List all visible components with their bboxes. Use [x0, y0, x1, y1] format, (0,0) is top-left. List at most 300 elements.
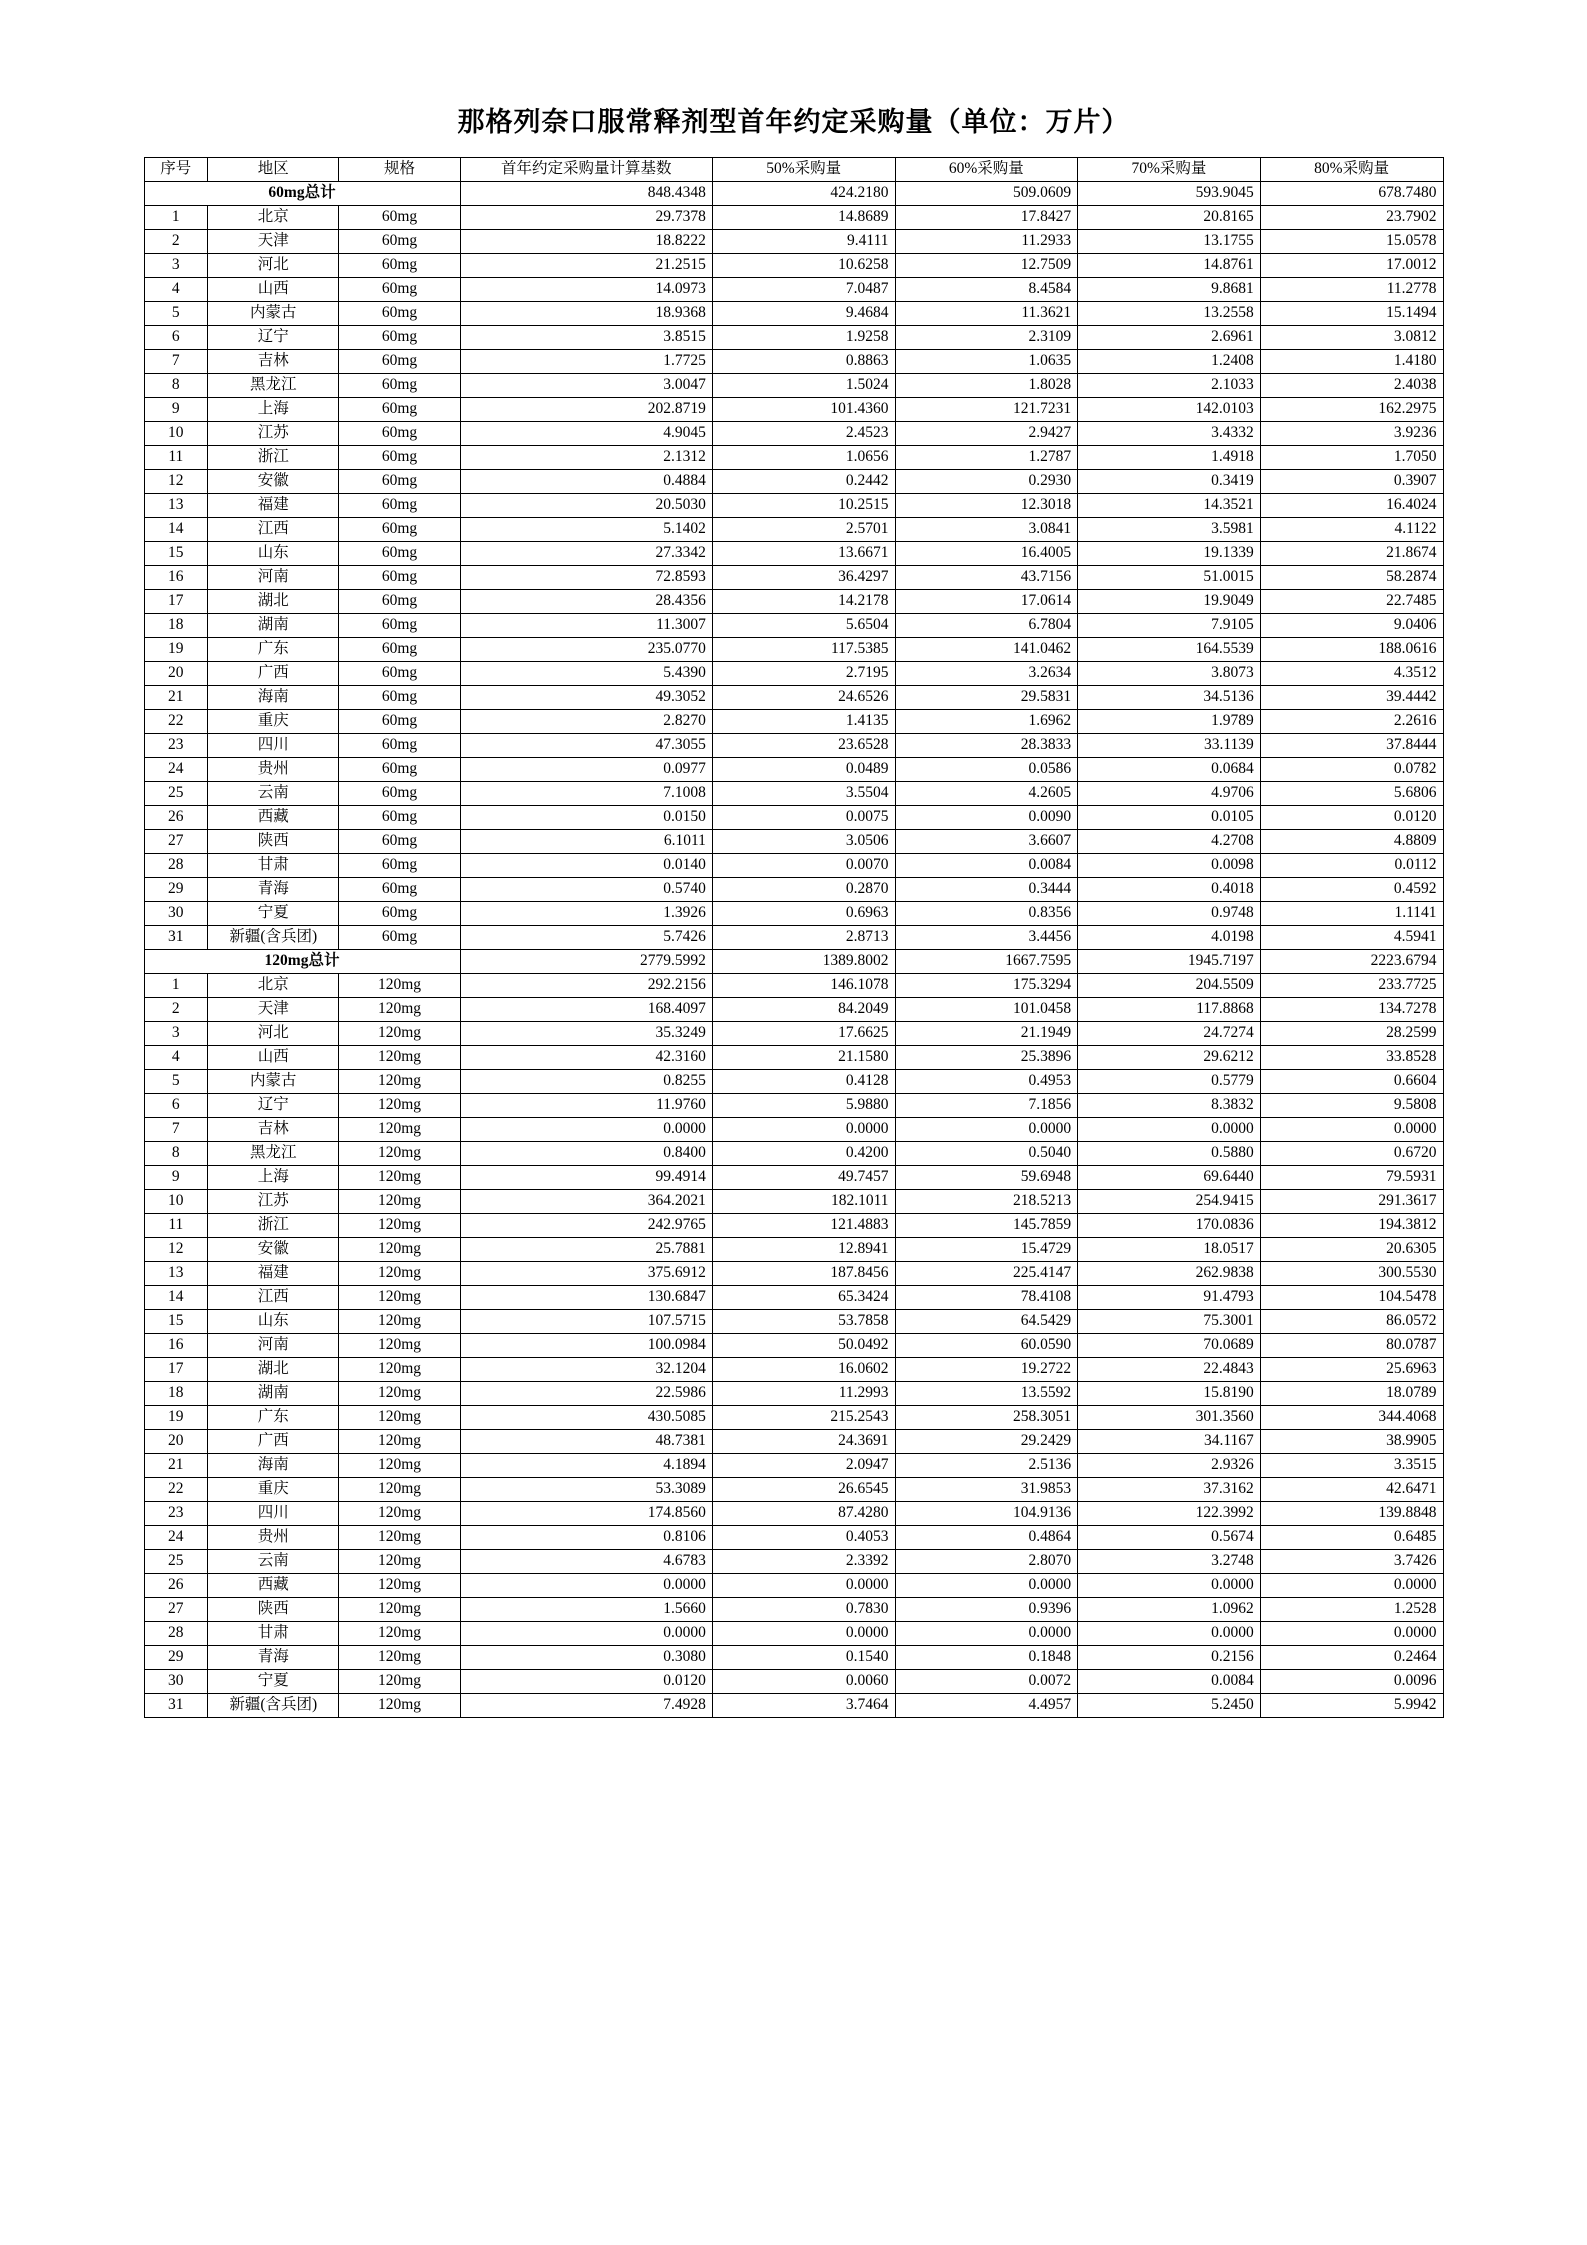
- cell-base: 375.6912: [460, 1262, 712, 1286]
- cell-base: 0.8255: [460, 1070, 712, 1094]
- cell-p80: 3.7426: [1260, 1550, 1443, 1574]
- cell-index: 31: [144, 926, 208, 950]
- cell-spec: 60mg: [339, 830, 460, 854]
- cell-p70: 70.0689: [1078, 1334, 1261, 1358]
- cell-p50: 84.2049: [712, 998, 895, 1022]
- cell-spec: 120mg: [339, 1502, 460, 1526]
- table-row: [144, 350, 1443, 374]
- subtotal-p60: 1667.7595: [895, 950, 1078, 974]
- cell-p60: 1.2787: [895, 446, 1078, 470]
- cell-region: 上海: [208, 1166, 339, 1190]
- table-row: [144, 926, 1443, 950]
- cell-index: 21: [144, 686, 208, 710]
- cell-spec: 60mg: [339, 590, 460, 614]
- cell-p50: 53.7858: [712, 1310, 895, 1334]
- cell-p50: 12.8941: [712, 1238, 895, 1262]
- table-header-row: [144, 158, 1443, 182]
- subtotal-row: [144, 950, 1443, 974]
- cell-spec: 60mg: [339, 230, 460, 254]
- cell-region: 宁夏: [208, 1670, 339, 1694]
- cell-region: 四川: [208, 734, 339, 758]
- cell-p50: 23.6528: [712, 734, 895, 758]
- cell-p50: 2.5701: [712, 518, 895, 542]
- table-row: [144, 254, 1443, 278]
- cell-base: 35.3249: [460, 1022, 712, 1046]
- cell-p60: 31.9853: [895, 1478, 1078, 1502]
- table-row: [144, 230, 1443, 254]
- cell-p80: 39.4442: [1260, 686, 1443, 710]
- cell-region: 宁夏: [208, 902, 339, 926]
- cell-p70: 0.0684: [1078, 758, 1261, 782]
- cell-spec: 120mg: [339, 1358, 460, 1382]
- cell-p60: 101.0458: [895, 998, 1078, 1022]
- table-row: [144, 1646, 1443, 1670]
- table-row: [144, 1622, 1443, 1646]
- cell-p80: 25.6963: [1260, 1358, 1443, 1382]
- cell-p60: 225.4147: [895, 1262, 1078, 1286]
- cell-p50: 2.8713: [712, 926, 895, 950]
- cell-p60: 218.5213: [895, 1190, 1078, 1214]
- table-row: [144, 1502, 1443, 1526]
- cell-base: 5.4390: [460, 662, 712, 686]
- cell-p70: 19.1339: [1078, 542, 1261, 566]
- subtotal-p80: 2223.6794: [1260, 950, 1443, 974]
- cell-p50: 17.6625: [712, 1022, 895, 1046]
- cell-spec: 120mg: [339, 1094, 460, 1118]
- cell-base: 0.3080: [460, 1646, 712, 1670]
- cell-p80: 5.6806: [1260, 782, 1443, 806]
- cell-region: 河北: [208, 1022, 339, 1046]
- cell-p70: 0.0105: [1078, 806, 1261, 830]
- cell-p80: 194.3812: [1260, 1214, 1443, 1238]
- cell-spec: 120mg: [339, 974, 460, 998]
- cell-p80: 2.2616: [1260, 710, 1443, 734]
- cell-region: 吉林: [208, 1118, 339, 1142]
- cell-p50: 1.9258: [712, 326, 895, 350]
- table-row: [144, 1286, 1443, 1310]
- cell-spec: 60mg: [339, 902, 460, 926]
- cell-index: 30: [144, 1670, 208, 1694]
- cell-spec: 120mg: [339, 1238, 460, 1262]
- cell-base: 7.1008: [460, 782, 712, 806]
- cell-p80: 22.7485: [1260, 590, 1443, 614]
- cell-p50: 5.6504: [712, 614, 895, 638]
- table-row: [144, 1166, 1443, 1190]
- cell-spec: 60mg: [339, 854, 460, 878]
- cell-region: 云南: [208, 1550, 339, 1574]
- subtotal-base: 2779.5992: [460, 950, 712, 974]
- cell-p80: 86.0572: [1260, 1310, 1443, 1334]
- cell-p60: 2.9427: [895, 422, 1078, 446]
- cell-p60: 25.3896: [895, 1046, 1078, 1070]
- cell-p80: 0.0120: [1260, 806, 1443, 830]
- cell-base: 48.7381: [460, 1430, 712, 1454]
- cell-p60: 0.9396: [895, 1598, 1078, 1622]
- cell-region: 云南: [208, 782, 339, 806]
- cell-p50: 24.3691: [712, 1430, 895, 1454]
- cell-region: 新疆(含兵团): [208, 926, 339, 950]
- cell-p70: 91.4793: [1078, 1286, 1261, 1310]
- cell-index: 6: [144, 1094, 208, 1118]
- cell-index: 11: [144, 1214, 208, 1238]
- cell-p50: 11.2993: [712, 1382, 895, 1406]
- cell-index: 29: [144, 878, 208, 902]
- cell-p70: 33.1139: [1078, 734, 1261, 758]
- cell-p80: 134.7278: [1260, 998, 1443, 1022]
- cell-p80: 42.6471: [1260, 1478, 1443, 1502]
- cell-base: 7.4928: [460, 1694, 712, 1718]
- cell-p70: 262.9838: [1078, 1262, 1261, 1286]
- cell-region: 上海: [208, 398, 339, 422]
- table-row: [144, 422, 1443, 446]
- subtotal-p80: 678.7480: [1260, 182, 1443, 206]
- cell-p60: 121.7231: [895, 398, 1078, 422]
- cell-p70: 14.8761: [1078, 254, 1261, 278]
- cell-region: 海南: [208, 686, 339, 710]
- cell-base: 0.0140: [460, 854, 712, 878]
- header-spec: 规格: [339, 158, 460, 182]
- cell-base: 0.0000: [460, 1574, 712, 1598]
- cell-index: 16: [144, 1334, 208, 1358]
- cell-index: 17: [144, 590, 208, 614]
- cell-spec: 120mg: [339, 1526, 460, 1550]
- cell-region: 安徽: [208, 470, 339, 494]
- cell-index: 5: [144, 1070, 208, 1094]
- cell-p70: 142.0103: [1078, 398, 1261, 422]
- cell-p70: 0.2156: [1078, 1646, 1261, 1670]
- cell-p80: 15.1494: [1260, 302, 1443, 326]
- table-row: [144, 1670, 1443, 1694]
- table-row: [144, 1358, 1443, 1382]
- cell-p70: 4.9706: [1078, 782, 1261, 806]
- cell-index: 9: [144, 1166, 208, 1190]
- table-row: [144, 278, 1443, 302]
- cell-spec: 60mg: [339, 758, 460, 782]
- subtotal-label: 120mg总计: [144, 950, 460, 974]
- cell-p60: 16.4005: [895, 542, 1078, 566]
- cell-p50: 1.5024: [712, 374, 895, 398]
- cell-p60: 0.0000: [895, 1574, 1078, 1598]
- cell-p60: 141.0462: [895, 638, 1078, 662]
- cell-index: 2: [144, 998, 208, 1022]
- header-p80: 80%采购量: [1260, 158, 1443, 182]
- procurement-table: [144, 157, 1444, 1718]
- cell-p60: 3.0841: [895, 518, 1078, 542]
- cell-p50: 36.4297: [712, 566, 895, 590]
- cell-spec: 120mg: [339, 1430, 460, 1454]
- cell-p80: 139.8848: [1260, 1502, 1443, 1526]
- table-row: [144, 1214, 1443, 1238]
- cell-p60: 3.6607: [895, 830, 1078, 854]
- subtotal-row: [144, 182, 1443, 206]
- cell-p50: 0.4128: [712, 1070, 895, 1094]
- table-row: [144, 326, 1443, 350]
- cell-p50: 101.4360: [712, 398, 895, 422]
- cell-p60: 4.4957: [895, 1694, 1078, 1718]
- cell-p80: 2.4038: [1260, 374, 1443, 398]
- cell-p70: 22.4843: [1078, 1358, 1261, 1382]
- cell-base: 32.1204: [460, 1358, 712, 1382]
- cell-base: 53.3089: [460, 1478, 712, 1502]
- cell-p60: 12.7509: [895, 254, 1078, 278]
- cell-p80: 21.8674: [1260, 542, 1443, 566]
- cell-p70: 14.3521: [1078, 494, 1261, 518]
- table-body: [144, 158, 1443, 1718]
- cell-spec: 120mg: [339, 1310, 460, 1334]
- cell-p80: 38.9905: [1260, 1430, 1443, 1454]
- cell-spec: 120mg: [339, 1142, 460, 1166]
- table-row: [144, 734, 1443, 758]
- table-row: [144, 878, 1443, 902]
- cell-p70: 3.4332: [1078, 422, 1261, 446]
- cell-p50: 49.7457: [712, 1166, 895, 1190]
- cell-base: 18.8222: [460, 230, 712, 254]
- cell-p50: 7.0487: [712, 278, 895, 302]
- cell-p50: 117.5385: [712, 638, 895, 662]
- cell-p70: 13.1755: [1078, 230, 1261, 254]
- cell-p70: 24.7274: [1078, 1022, 1261, 1046]
- cell-p60: 78.4108: [895, 1286, 1078, 1310]
- cell-spec: 120mg: [339, 1046, 460, 1070]
- cell-index: 12: [144, 470, 208, 494]
- cell-index: 22: [144, 710, 208, 734]
- subtotal-label: 60mg总计: [144, 182, 460, 206]
- cell-p80: 162.2975: [1260, 398, 1443, 422]
- cell-index: 20: [144, 662, 208, 686]
- cell-region: 甘肃: [208, 854, 339, 878]
- cell-base: 202.8719: [460, 398, 712, 422]
- cell-region: 辽宁: [208, 326, 339, 350]
- cell-index: 17: [144, 1358, 208, 1382]
- table-row: [144, 470, 1443, 494]
- cell-p60: 0.0072: [895, 1670, 1078, 1694]
- cell-p50: 9.4684: [712, 302, 895, 326]
- cell-p70: 37.3162: [1078, 1478, 1261, 1502]
- cell-region: 浙江: [208, 446, 339, 470]
- cell-base: 4.6783: [460, 1550, 712, 1574]
- table-row: [144, 1262, 1443, 1286]
- cell-region: 湖南: [208, 1382, 339, 1406]
- cell-base: 14.0973: [460, 278, 712, 302]
- cell-region: 陕西: [208, 1598, 339, 1622]
- cell-p70: 15.8190: [1078, 1382, 1261, 1406]
- cell-base: 2.1312: [460, 446, 712, 470]
- cell-spec: 60mg: [339, 494, 460, 518]
- table-row: [144, 758, 1443, 782]
- cell-region: 湖北: [208, 1358, 339, 1382]
- cell-p50: 5.9880: [712, 1094, 895, 1118]
- cell-region: 北京: [208, 206, 339, 230]
- cell-p80: 0.6485: [1260, 1526, 1443, 1550]
- cell-p60: 3.2634: [895, 662, 1078, 686]
- cell-spec: 120mg: [339, 1478, 460, 1502]
- cell-p60: 1.8028: [895, 374, 1078, 398]
- table-row: [144, 374, 1443, 398]
- cell-spec: 60mg: [339, 254, 460, 278]
- cell-base: 242.9765: [460, 1214, 712, 1238]
- cell-base: 6.1011: [460, 830, 712, 854]
- cell-p70: 13.2558: [1078, 302, 1261, 326]
- cell-p80: 1.1141: [1260, 902, 1443, 926]
- cell-p60: 0.1848: [895, 1646, 1078, 1670]
- cell-p50: 24.6526: [712, 686, 895, 710]
- cell-p70: 2.6961: [1078, 326, 1261, 350]
- cell-base: 28.4356: [460, 590, 712, 614]
- cell-p80: 344.4068: [1260, 1406, 1443, 1430]
- cell-p60: 15.4729: [895, 1238, 1078, 1262]
- cell-spec: 120mg: [339, 1622, 460, 1646]
- cell-region: 青海: [208, 878, 339, 902]
- cell-spec: 60mg: [339, 566, 460, 590]
- cell-p50: 3.0506: [712, 830, 895, 854]
- table-row: [144, 806, 1443, 830]
- cell-base: 42.3160: [460, 1046, 712, 1070]
- cell-spec: 60mg: [339, 470, 460, 494]
- cell-p60: 0.5040: [895, 1142, 1078, 1166]
- cell-base: 3.8515: [460, 326, 712, 350]
- cell-p80: 0.6720: [1260, 1142, 1443, 1166]
- cell-p50: 0.0000: [712, 1574, 895, 1598]
- cell-p70: 7.9105: [1078, 614, 1261, 638]
- cell-spec: 120mg: [339, 1574, 460, 1598]
- table-row: [144, 1022, 1443, 1046]
- cell-p80: 0.0782: [1260, 758, 1443, 782]
- cell-p60: 0.8356: [895, 902, 1078, 926]
- cell-spec: 60mg: [339, 806, 460, 830]
- cell-base: 47.3055: [460, 734, 712, 758]
- cell-spec: 120mg: [339, 1550, 460, 1574]
- cell-p80: 23.7902: [1260, 206, 1443, 230]
- cell-region: 贵州: [208, 1526, 339, 1550]
- cell-p60: 3.4456: [895, 926, 1078, 950]
- table-row: [144, 686, 1443, 710]
- cell-region: 新疆(含兵团): [208, 1694, 339, 1718]
- cell-p80: 0.0096: [1260, 1670, 1443, 1694]
- cell-region: 山西: [208, 1046, 339, 1070]
- cell-p80: 0.0112: [1260, 854, 1443, 878]
- cell-spec: 120mg: [339, 1166, 460, 1190]
- cell-p50: 2.4523: [712, 422, 895, 446]
- cell-p80: 79.5931: [1260, 1166, 1443, 1190]
- cell-spec: 120mg: [339, 1070, 460, 1094]
- cell-p50: 0.6963: [712, 902, 895, 926]
- cell-p80: 291.3617: [1260, 1190, 1443, 1214]
- cell-p60: 1.6962: [895, 710, 1078, 734]
- cell-region: 海南: [208, 1454, 339, 1478]
- cell-p50: 182.1011: [712, 1190, 895, 1214]
- cell-p60: 0.3444: [895, 878, 1078, 902]
- cell-base: 0.8106: [460, 1526, 712, 1550]
- cell-p60: 0.4864: [895, 1526, 1078, 1550]
- cell-p70: 1.2408: [1078, 350, 1261, 374]
- cell-base: 130.6847: [460, 1286, 712, 1310]
- cell-base: 1.7725: [460, 350, 712, 374]
- cell-p70: 69.6440: [1078, 1166, 1261, 1190]
- cell-region: 安徽: [208, 1238, 339, 1262]
- cell-region: 河北: [208, 254, 339, 278]
- cell-region: 江西: [208, 1286, 339, 1310]
- cell-index: 22: [144, 1478, 208, 1502]
- cell-p50: 146.1078: [712, 974, 895, 998]
- cell-spec: 120mg: [339, 1334, 460, 1358]
- cell-p70: 0.5880: [1078, 1142, 1261, 1166]
- cell-region: 广西: [208, 662, 339, 686]
- cell-p50: 9.4111: [712, 230, 895, 254]
- cell-p50: 14.2178: [712, 590, 895, 614]
- cell-spec: 60mg: [339, 398, 460, 422]
- cell-base: 4.1894: [460, 1454, 712, 1478]
- table-row: [144, 1550, 1443, 1574]
- cell-spec: 120mg: [339, 1262, 460, 1286]
- cell-p80: 188.0616: [1260, 638, 1443, 662]
- cell-spec: 60mg: [339, 662, 460, 686]
- cell-index: 23: [144, 734, 208, 758]
- table-row: [144, 446, 1443, 470]
- cell-base: 20.5030: [460, 494, 712, 518]
- cell-index: 25: [144, 782, 208, 806]
- cell-p70: 2.1033: [1078, 374, 1261, 398]
- cell-index: 14: [144, 1286, 208, 1310]
- cell-p80: 37.8444: [1260, 734, 1443, 758]
- cell-region: 内蒙古: [208, 302, 339, 326]
- procurement-table-wrapper: [144, 157, 1444, 1718]
- table-row: [144, 974, 1443, 998]
- cell-p70: 9.8681: [1078, 278, 1261, 302]
- cell-p80: 28.2599: [1260, 1022, 1443, 1046]
- cell-region: 黑龙江: [208, 374, 339, 398]
- cell-index: 26: [144, 1574, 208, 1598]
- cell-p60: 0.0586: [895, 758, 1078, 782]
- cell-p70: 0.3419: [1078, 470, 1261, 494]
- cell-p50: 14.8689: [712, 206, 895, 230]
- cell-p60: 0.2930: [895, 470, 1078, 494]
- cell-p70: 0.0098: [1078, 854, 1261, 878]
- cell-p60: 145.7859: [895, 1214, 1078, 1238]
- cell-p60: 11.3621: [895, 302, 1078, 326]
- cell-p60: 59.6948: [895, 1166, 1078, 1190]
- cell-p70: 204.5509: [1078, 974, 1261, 998]
- cell-spec: 120mg: [339, 1694, 460, 1718]
- cell-p50: 26.6545: [712, 1478, 895, 1502]
- cell-p60: 21.1949: [895, 1022, 1078, 1046]
- cell-p80: 16.4024: [1260, 494, 1443, 518]
- cell-region: 湖南: [208, 614, 339, 638]
- cell-base: 1.5660: [460, 1598, 712, 1622]
- cell-p70: 5.2450: [1078, 1694, 1261, 1718]
- cell-region: 贵州: [208, 758, 339, 782]
- cell-index: 27: [144, 1598, 208, 1622]
- cell-spec: 60mg: [339, 638, 460, 662]
- cell-p50: 3.7464: [712, 1694, 895, 1718]
- cell-p70: 4.2708: [1078, 830, 1261, 854]
- cell-index: 7: [144, 350, 208, 374]
- cell-p50: 50.0492: [712, 1334, 895, 1358]
- table-row: [144, 1526, 1443, 1550]
- cell-region: 西藏: [208, 1574, 339, 1598]
- cell-spec: 60mg: [339, 782, 460, 806]
- table-row: [144, 998, 1443, 1022]
- table-row: [144, 1190, 1443, 1214]
- header-p60: 60%采购量: [895, 158, 1078, 182]
- cell-p70: 4.0198: [1078, 926, 1261, 950]
- table-row: [144, 302, 1443, 326]
- cell-base: 0.0977: [460, 758, 712, 782]
- cell-p80: 20.6305: [1260, 1238, 1443, 1262]
- cell-index: 3: [144, 1022, 208, 1046]
- cell-spec: 60mg: [339, 326, 460, 350]
- cell-index: 10: [144, 1190, 208, 1214]
- cell-p50: 0.0000: [712, 1118, 895, 1142]
